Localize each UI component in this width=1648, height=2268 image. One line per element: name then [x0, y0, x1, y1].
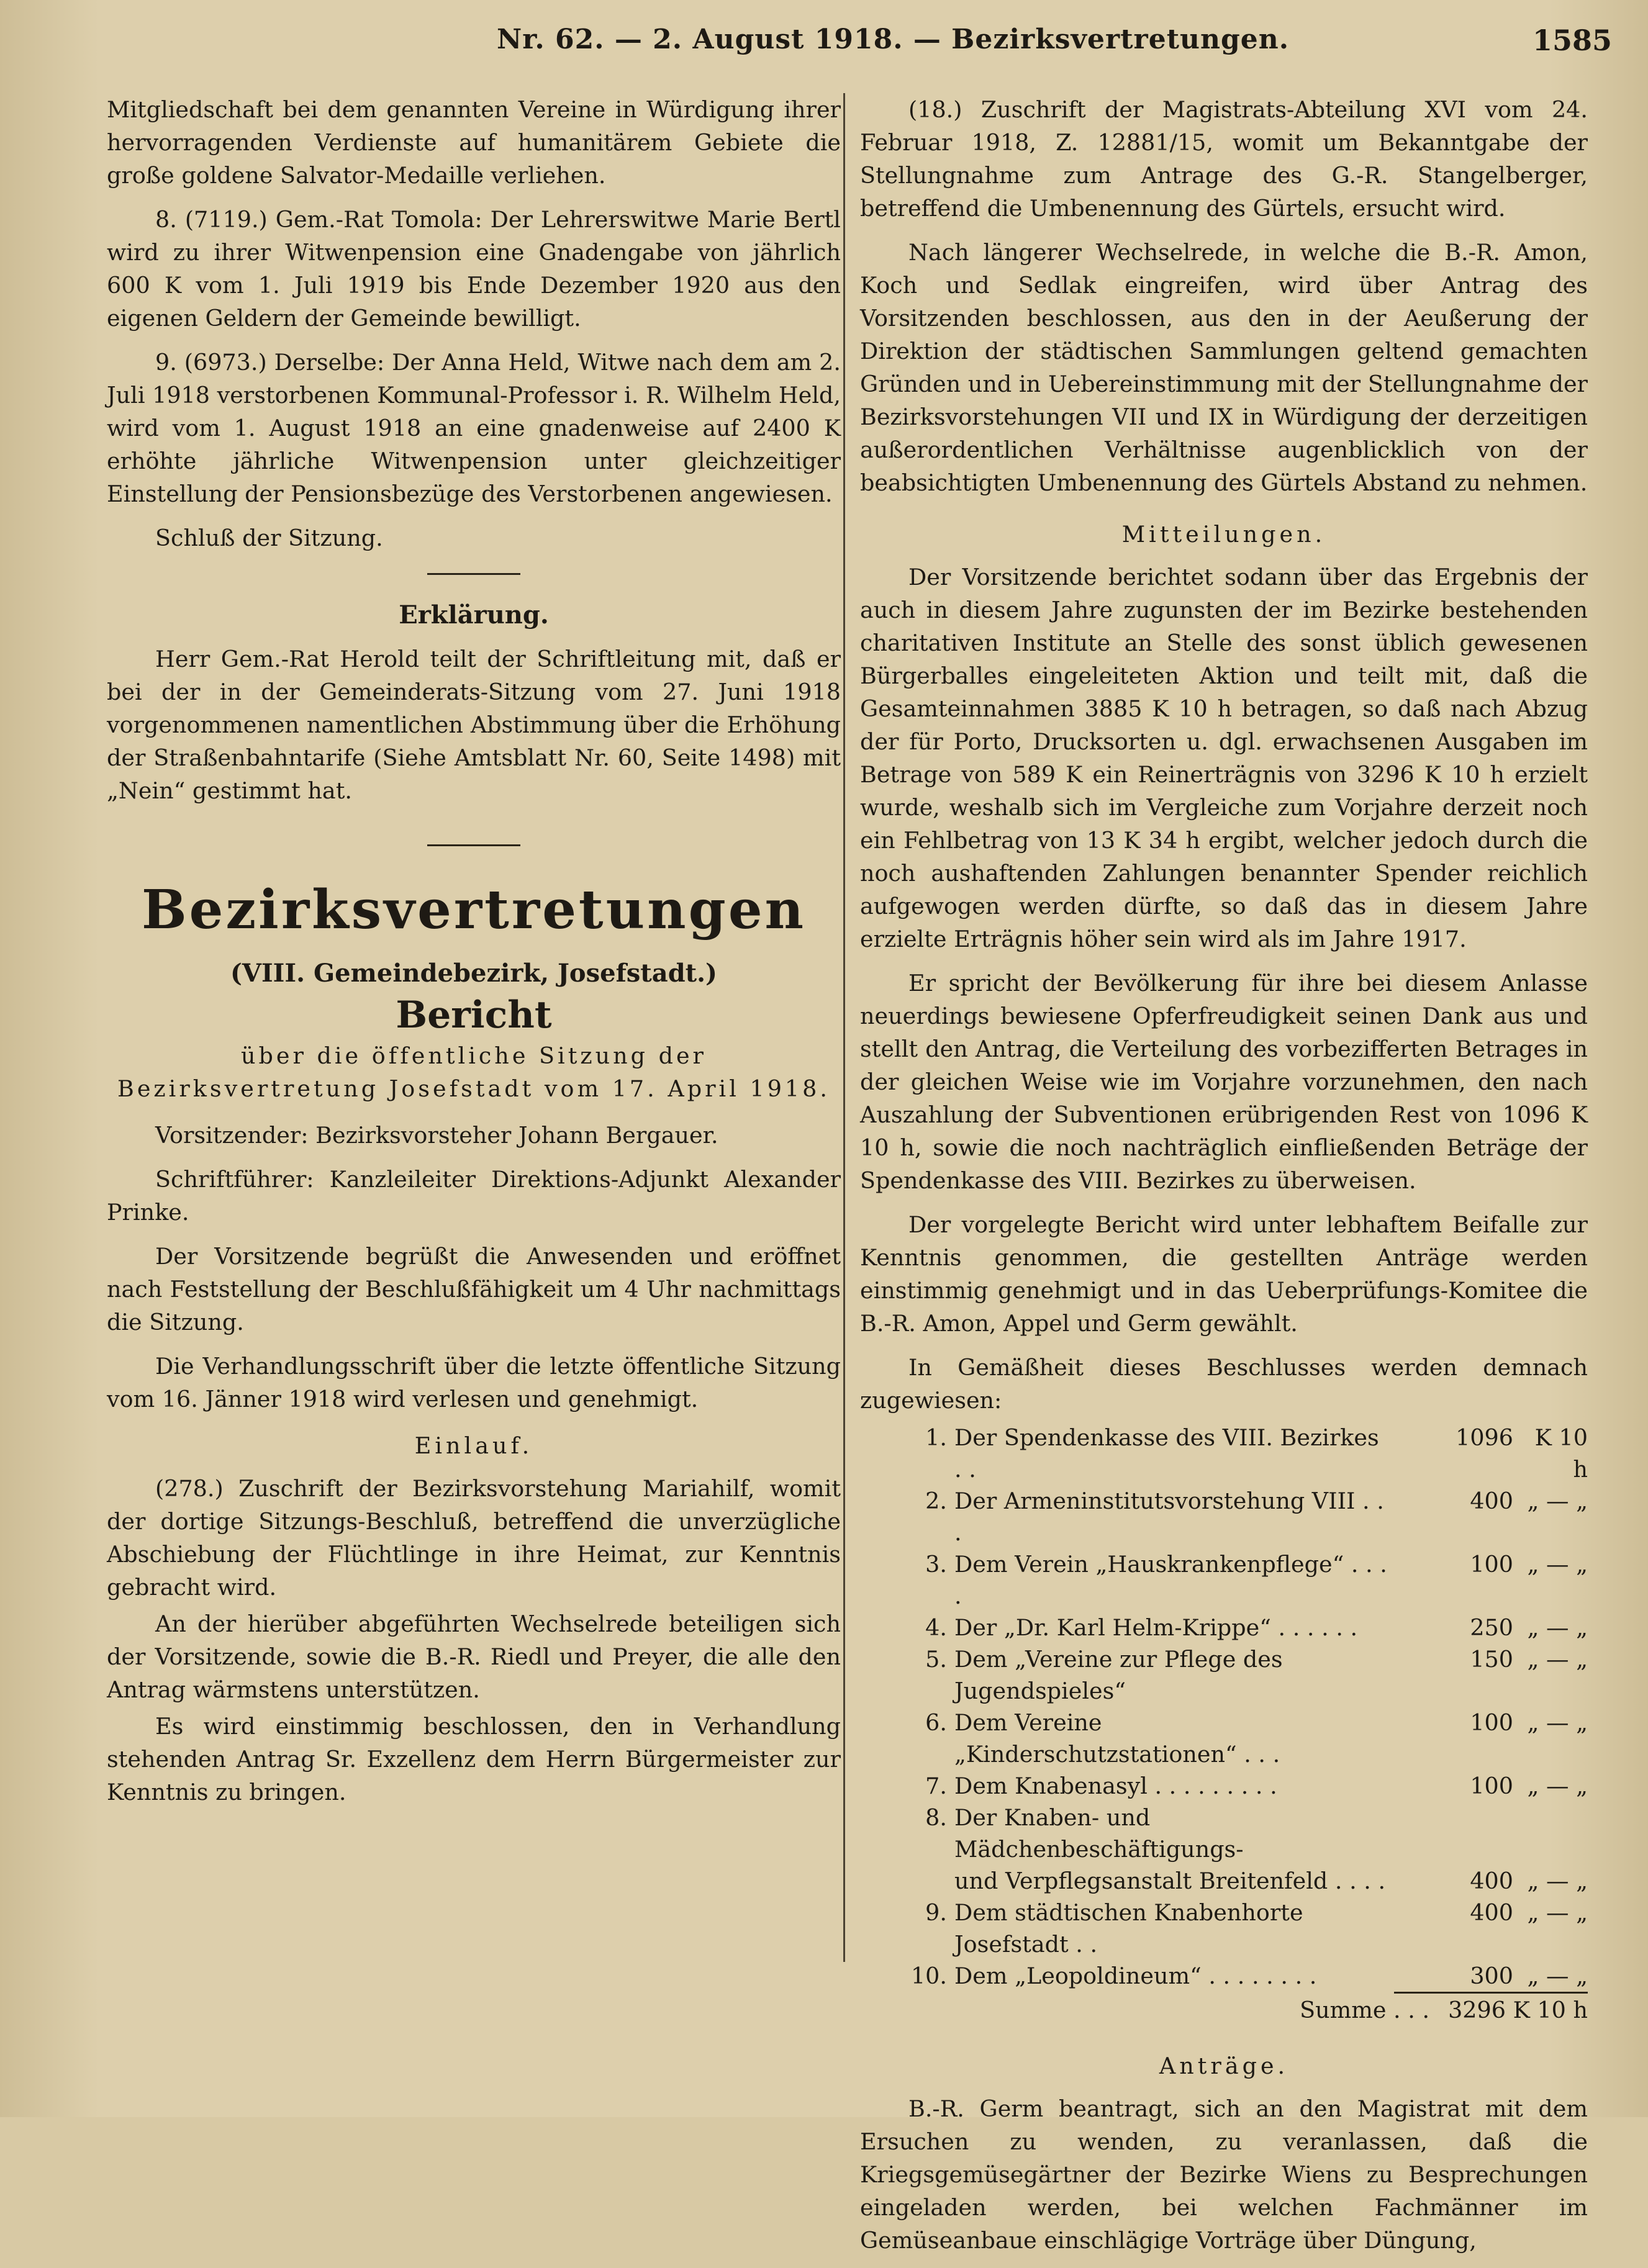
antraege-heading: Anträge. [1159, 2053, 1289, 2079]
district-subtitle: (VIII. Gemeindebezirk, Josefstadt.) [230, 959, 717, 988]
sum-value: 3296 K 10 h [1448, 1997, 1588, 2023]
list-item: 9. Dem städtischen Knabenhorte Josefstadt . . 400 „ — „ [925, 1899, 1588, 1958]
paragraph-dank: Er spricht der Bevölkerung für ihre bei diesem Anlasse neuerdings bewiesene Opferfreudigkeit seinen Dank aus und stellt den Antrag, die Verteilung des vorbezifferten Betrages in der gleichen Weise wie im Vorjahre vorzunehmen, den nach Auszahlung der Subventionen erübrigenden Rest von 1096 K 10 h, sowie die noch nachträglich einfließenden Beträge der Spendenkasse des VIII. Bezirkes zu überweisen. [860, 970, 1588, 1194]
paragraph-bericht: Der Vorsitzende berichtet sodann über das Ergebnis der auch in diesem Jahre zugunsten der im Bezirke bestehenden charitativen Institute an Stelle des sonst üblich gewesenen Bürgerballes eingeleiteten Aktion und teilt mit, daß die Gesamteinnahmen 3885 K 10 h betragen, so daß nach Abzug der für Porto, Drucksorten u. dgl. erwachsenen Ausgaben im Betrage von 589 K ein Reinerträgnis von 3296 K 10 h erzielt wurde, weshalb sich im Vergleiche zum Vorjahre derzeit noch ein Fehlbetrag von 13 K 34 h ergibt, welcher jedoch durch die noch aushaftenden Zahlungen benannter Spender reichlich aufgewogen werden dürfte, so daß das in diesem Jahre erzielte Erträgnis höher sein wird als im Jahre 1917. [860, 564, 1588, 952]
paragraph-kenntnis: Der vorgelegte Bericht wird unter lebhaftem Beifalle zur Kenntnis genommen, die gestellten Anträge werden einstimmig genehmigt und in das Ueberprüfungs-Komitee die B.-R. Amon, Appel und Germ gewählt. [860, 1211, 1588, 1337]
sum-row [860, 1994, 1588, 2027]
column-divider [843, 93, 845, 1962]
sum-label: Summe . . . [1300, 1997, 1430, 2023]
list-item: und Verpflegsanstalt Breitenfeld . . . . 400 „ — „ [954, 1868, 1588, 1894]
list-item: 3. Dem Verein „Hauskrankenpflege“ . . . . 100 „ — „ [925, 1551, 1588, 1609]
paragraph-item-8: 8. (7119.) Gem.-Rat Tomola: Der Lehrerswitwe Marie Bertl wird zu ihrer Witwenpension eine Gnadengabe von jährlich 600 K vom 1. Juli 1919 bis Ende Dezember 1920 aus den eigenen Geldern der Gemeinde bewilligt. [107, 206, 841, 332]
left-column [107, 93, 841, 1820]
list-item: 8. Der Knaben- und Mädchenbeschäftigungs- [925, 1804, 1244, 1863]
list-item: 6. Dem Vereine „Kinderschutzstationen“ . . . 100 „ — „ [925, 1709, 1588, 1768]
paragraph-beschluss: Es wird einstimmig beschlossen, den in Verhandlung stehenden Antrag Sr. Exzellenz dem Herrn Bürgermeister zur Kenntnis zu bringen. [107, 1713, 841, 1805]
schriftfuehrer-line: Schriftführer: Kanzleileiter Direktions-Adjunkt Alexander Prinke. [107, 1166, 841, 1226]
paragraph-verhandlung: Die Verhandlungsschrift über die letzte öffentliche Sitzung vom 16. Jänner 1918 wird verlesen und genehmigt. [107, 1353, 841, 1412]
bericht-subheading: über die öffentliche Sitzung der Bezirksvertretung Josefstadt vom 17. April 1918. [117, 1042, 830, 1102]
allocation-list [860, 1422, 1588, 1992]
paragraph-germ: B.-R. Germ beantragt, sich an den Magistrat mit dem Ersuchen zu wenden, zu veranlassen, daß die Kriegsgemüsegärtner der Bezirke Wiens zu Besprechungen eingeladen werden, bei welchen Fachmänner im Gemüseanbaue einschlägige Vorträge über Düngung, [860, 2095, 1588, 2254]
running-head: Nr. 62. — 2. August 1918. — Bezirksvertretungen. [497, 24, 1290, 55]
paragraph-wechselrede: Nach längerer Wechselrede, in welche die B.-R. Amon, Koch und Sedlak eingreifen, wird über Antrag des Vorsitzenden beschlossen, aus den in der Aeußerung der Direktion der städtischen Sammlungen geltend gemachten Gründen und in Uebereinstimmung mit der Stellungnahme der Bezirksvorstehungen VII und IX in Würdigung der derzeitigen außerordentlichen Verhältnisse augenblicklich von der beabsichtigten Umbenennung des Gürtels Abstand zu nehmen. [860, 239, 1588, 496]
bericht-heading: Bericht [396, 993, 552, 1037]
right-column [860, 93, 1588, 2268]
paragraph-intro: Mitgliedschaft bei dem genannten Vereine in Würdigung ihrer hervorragenden Verdienste auf humanitärem Gebiete die große goldene Salvator-Medaille verliehen. [107, 96, 841, 189]
erklaerung-text: Herr Gem.-Rat Herold teilt der Schriftleitung mit, daß er bei der in der Gemeinderats-Sitzung vom 27. Juni 1918 vorgenommenen namentlichen Abstimmung über die Erhöhung der Straßenbahntarife (Siehe Amtsblatt Nr. 60, Seite 1498) mit „Nein“ gestimmt hat. [107, 646, 841, 804]
einlauf-heading: Einlauf. [414, 1432, 533, 1459]
vorsitzender-line: Vorsitzender: Bezirksvorsteher Johann Bergauer. [155, 1122, 718, 1149]
erklaerung-heading: Erklärung. [399, 600, 549, 630]
separator-rule-2 [427, 844, 520, 846]
list-item: 1. Der Spendenkasse des VIII. Bezirkes . . 1096 K 10 h [925, 1424, 1588, 1483]
list-item: 5. Dem „Vereine zur Pflege des Jugendspieles“ 150 „ — „ [925, 1646, 1588, 1704]
paragraph-debatte: An der hierüber abgeführten Wechselrede beteiligen sich der Vorsitzende, sowie die B.-R. Riedl und Preyer, die alle den Antrag wärmstens unterstützen. [107, 1611, 841, 1703]
list-item: 7. Dem Knabenasyl . . . . . . . . . 100 „ — „ [925, 1773, 1588, 1799]
paragraph-gemaess: In Gemäßheit dieses Beschlusses werden demnach zugewiesen: [860, 1354, 1588, 1414]
list-item: 4. Der „Dr. Karl Helm-Krippe“ . . . . . . 250 „ — „ [925, 1614, 1588, 1641]
list-item: 2. Der Armeninstitutsvorstehung VIII . . . 400 „ — „ [925, 1488, 1588, 1546]
paragraph-schluss: Schluß der Sitzung. [155, 525, 383, 551]
paragraph-18: (18.) Zuschrift der Magistrats-Abteilung XVI vom 24. Februar 1918, Z. 12881/15, womit um Bekanntgabe der Stellungnahme zum Antrage des G.-R. Stangelberger, betreffend die Umbenennung des Gürtels, ersucht wird. [860, 96, 1588, 222]
mitteilungen-heading: Mitteilungen. [1121, 521, 1326, 548]
list-item: 10. Dem „Leopoldineum“ . . . . . . . . 300 „ — „ [910, 1963, 1588, 1989]
section-title: Bezirksvertretungen [141, 879, 807, 941]
page-number: 1585 [1532, 24, 1612, 57]
paragraph-278: (278.) Zuschrift der Bezirksvorstehung Mariahilf, womit der dortige Sitzungs-Beschluß, betreffend die unverzügliche Abschiebung der Flüchtlinge in ihre Heimat, zur Kenntnis gebracht wird. [107, 1475, 841, 1601]
paragraph-item-9: 9. (6973.) Derselbe: Der Anna Held, Witwe nach dem am 2. Juli 1918 verstorbenen Kommunal-Professor i. R. Wilhelm Held, wird vom 1. August 1918 an eine gnadenweise auf 2400 K erhöhte jährliche Witwenpension unter gleichzeitiger Einstellung der Pensionsbezüge des Verstorbenen angewiesen. [107, 349, 841, 507]
paragraph-begruesst: Der Vorsitzende begrüßt die Anwesenden und eröffnet nach Feststellung der Beschlußfähigkeit um 4 Uhr nachmittags die Sitzung. [107, 1243, 841, 1335]
page-header [0, 19, 1648, 62]
separator-rule [427, 573, 520, 575]
